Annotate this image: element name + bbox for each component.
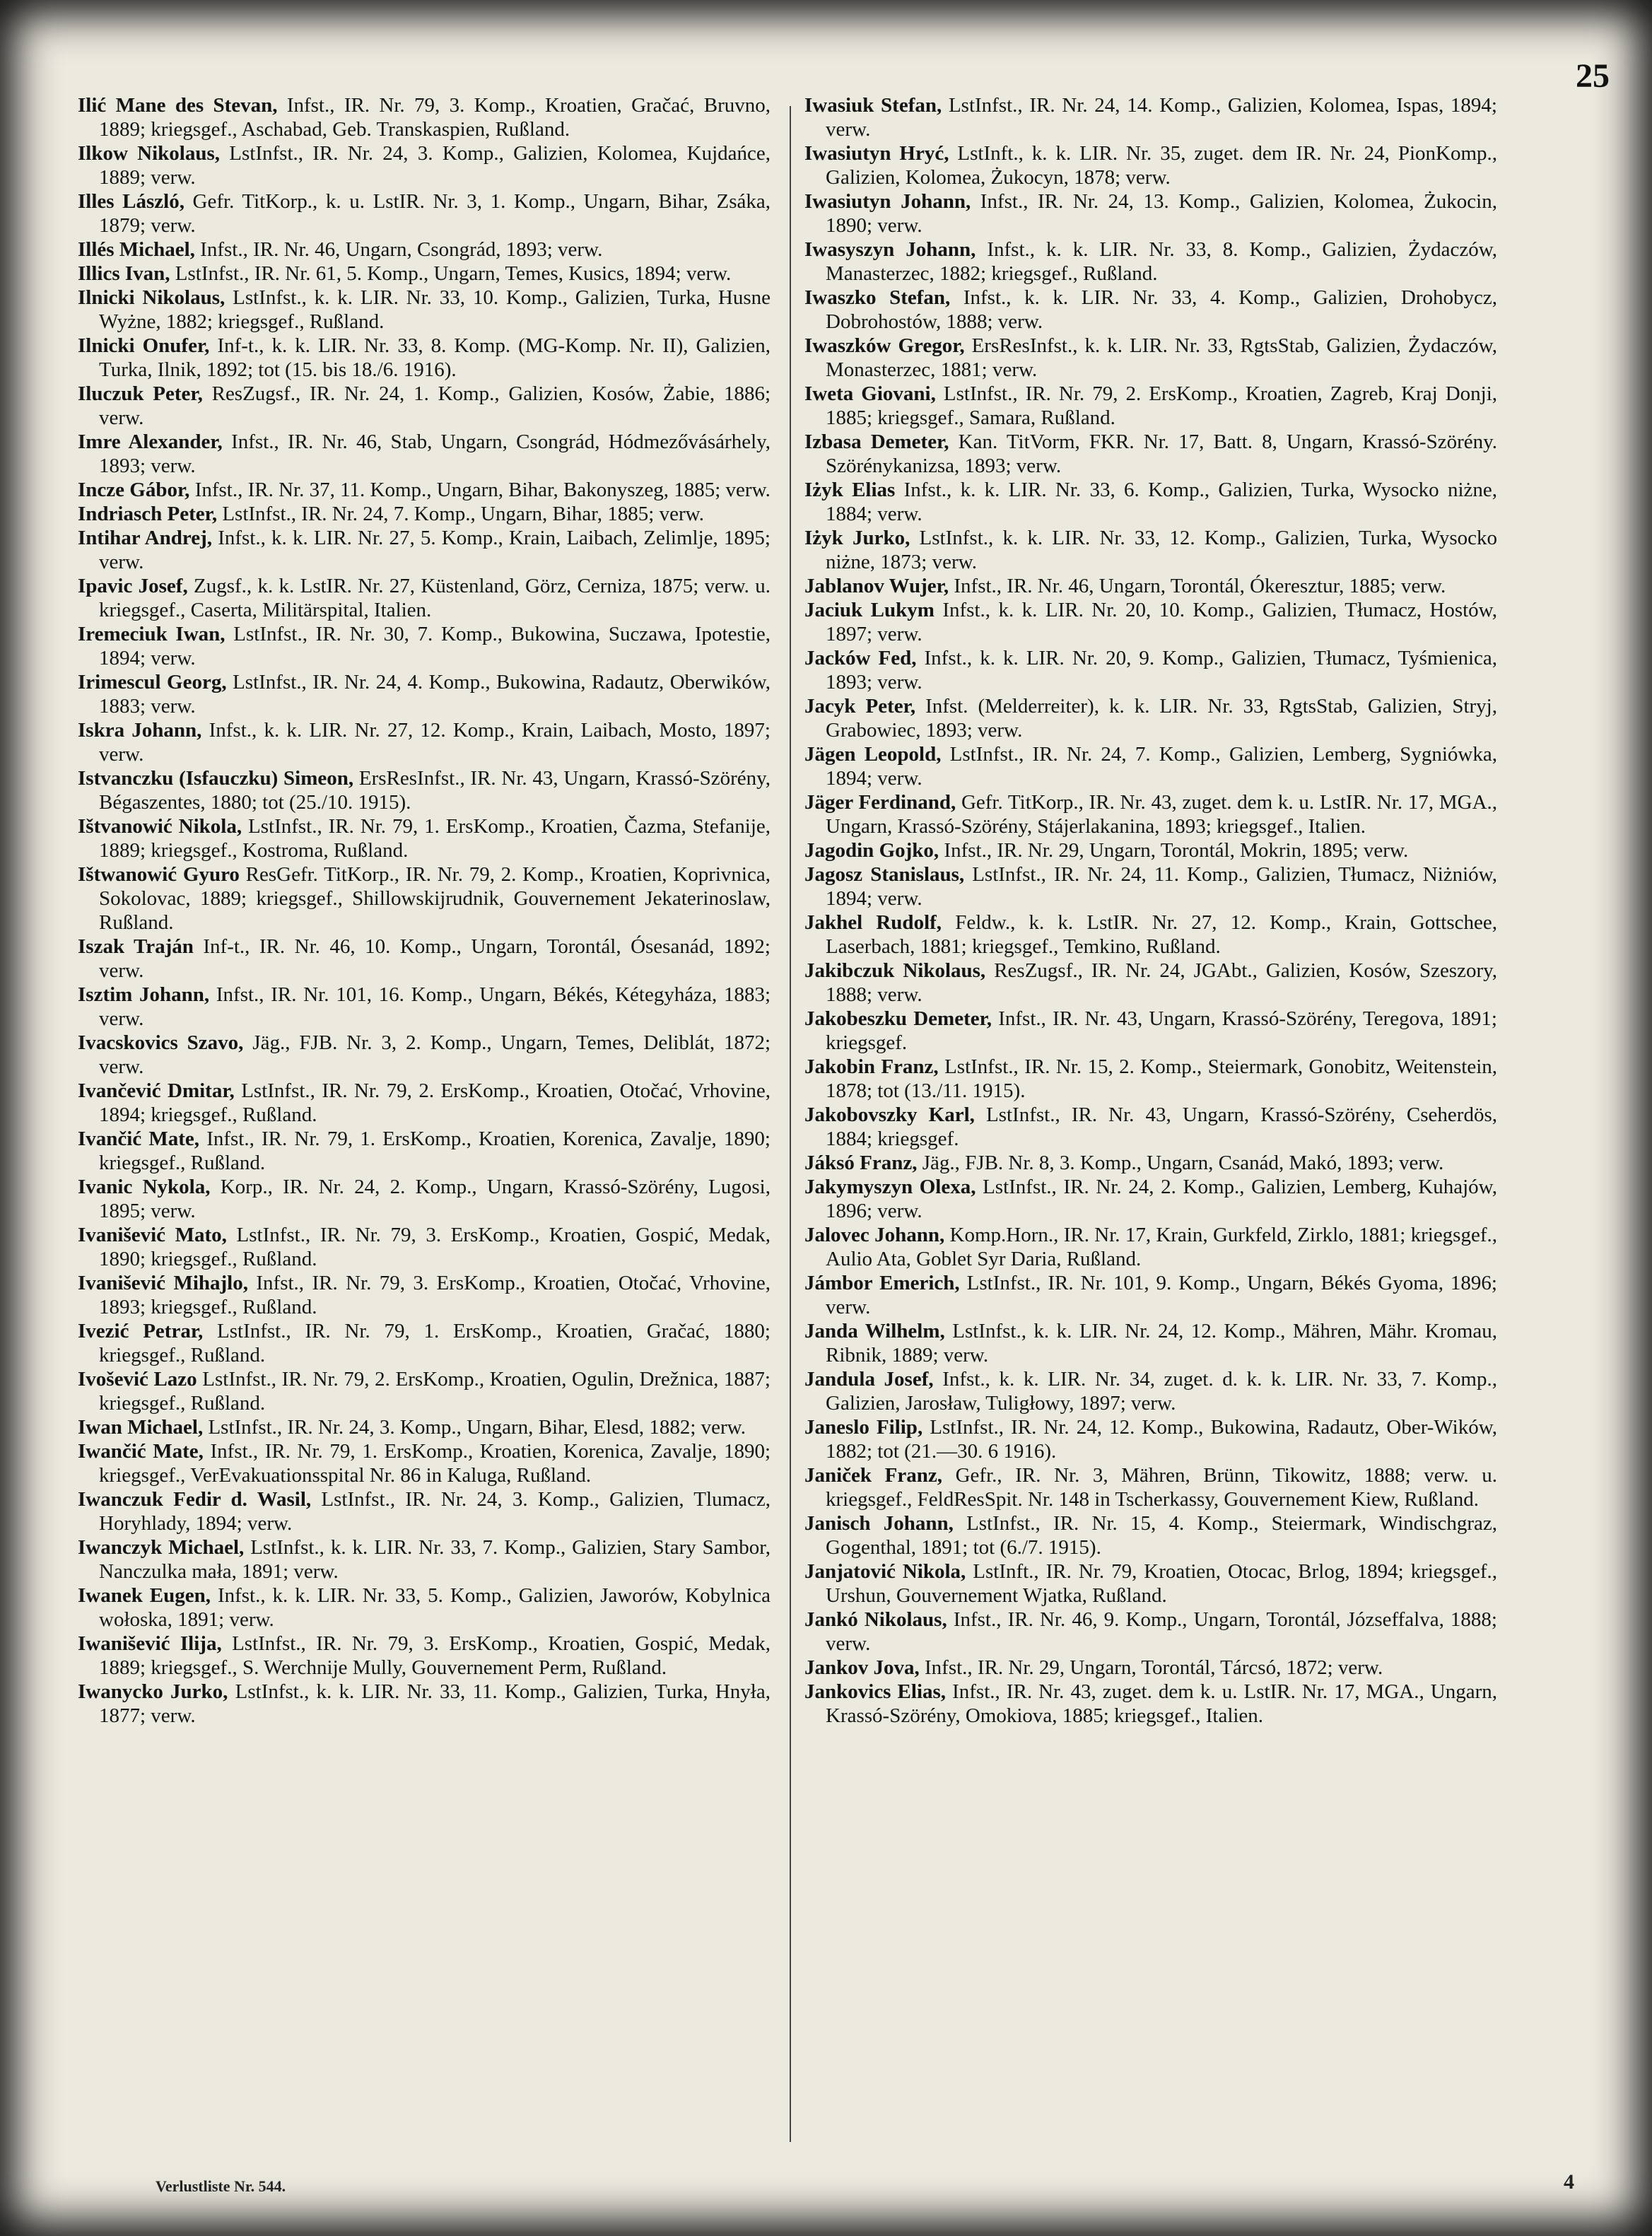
entry-details: LstInfst., IR. Nr. 15, 2. Komp., Steiermark, Gonobitz, Weitenstein, 1878; tot (13./11. 1915).: [826, 1055, 1497, 1102]
entry-name: Jakhel Rudolf,: [804, 911, 942, 934]
list-entry: [78, 430, 771, 478]
entry-name: Janisch Johann,: [804, 1512, 954, 1535]
entry-details: LstInfst., IR. Nr. 79, 2. ErsKomp., Kroatien, Otočać, Vrhovine, 1894; kriegsgef., Rußland.: [99, 1079, 771, 1126]
list-entry: [78, 286, 771, 334]
entry-details: Kan. TitVorm, FKR. Nr. 17, Batt. 8, Ungarn, Krassó-Szörény. Szörénykanizsa, 1893; verw.: [826, 431, 1497, 477]
entry-name: Iżyk Elias: [804, 479, 896, 501]
entry-details: Gefr., IR. Nr. 3, Mähren, Brünn, Tikowitz, 1888; verw. u. kriegsgef., FeldResSpit. Nr. 148 in Tscherkassy, Gouvernement Kiew, Rußland.: [826, 1464, 1497, 1511]
entry-name: Ivošević Lazo: [78, 1368, 197, 1391]
entry-name: Iwančić Mate,: [78, 1440, 204, 1463]
entry-details: Gefr. TitKorp., k. u. LstIR. Nr. 3, 1. Komp., Ungarn, Bihar, Zsáka, 1879; verw.: [99, 190, 771, 237]
entry-name: Illés Michael,: [78, 238, 195, 261]
list-entry: [804, 694, 1497, 742]
entry-name: Jalovec Johann,: [804, 1224, 945, 1246]
list-entry: [804, 574, 1497, 598]
entry-name: Janda Wilhelm,: [804, 1320, 945, 1342]
list-entry: [78, 766, 771, 814]
corner-mark: 4: [1564, 2170, 1574, 2194]
entry-name: Ištvanowić Nikola,: [78, 815, 242, 838]
list-entry: [804, 1319, 1497, 1367]
list-entry: [804, 862, 1497, 911]
list-entry: [78, 1584, 771, 1632]
entry-name: Ivančević Dmitar,: [78, 1079, 235, 1102]
entry-details: LstInfst., IR. Nr. 24, 7. Komp., Galizien, Lemberg, Sygniówka, 1894; verw.: [826, 743, 1497, 790]
entry-details: Zugsf., k. k. LstIR. Nr. 27, Küstenland, Görz, Cerniza, 1875; verw. u. kriegsgef., Caserta, Militärspital, Italien.: [99, 575, 771, 621]
list-entry: [804, 1151, 1497, 1175]
entry-details: Infst. (Melderreiter), k. k. LIR. Nr. 33, RgtsStab, Galizien, Stryj, Grabowiec, 1893; verw.: [826, 695, 1497, 742]
list-entry: [804, 334, 1497, 382]
entry-details: Infst., IR. Nr. 79, 3. ErsKomp., Kroatien, Otočać, Vrhovine, 1893; kriegsgef., Rußland.: [99, 1272, 771, 1318]
list-entry: [78, 574, 771, 622]
entry-details: Infst., k. k. LIR. Nr. 20, 10. Komp., Galizien, Tłumacz, Hostów, 1897; verw.: [826, 599, 1497, 645]
left-column: [78, 93, 771, 2143]
list-entry: [804, 1511, 1497, 1559]
entry-name: Ivanišević Mato,: [78, 1224, 227, 1246]
entry-name: Janiček Franz,: [804, 1464, 942, 1487]
entry-name: Jakobovszky Karl,: [804, 1104, 975, 1126]
list-entry: [804, 1680, 1497, 1728]
entry-details: Korp., IR. Nr. 24, 2. Komp., Ungarn, Krassó-Szörény, Lugosi, 1895; verw.: [99, 1176, 771, 1222]
entry-details: LstInfst., k. k. LIR. Nr. 33, 11. Komp., Galizien, Turka, Hnyła, 1877; verw.: [99, 1680, 771, 1727]
entry-details: ResGefr. TitKorp., IR. Nr. 79, 2. Komp., Kroatien, Koprivnica, Sokolovac, 1889; kriegsgef., Shillowskijrudnik, Gouvernement Jekaterinoslaw, Rußland.: [99, 863, 771, 934]
list-entry: [78, 935, 771, 983]
entry-details: Feldw., k. k. LstIR. Nr. 27, 12. Komp., Krain, Gottschee, Laserbach, 1881; kriegsgef., Temkino, Rußland.: [826, 911, 1497, 958]
list-entry: [804, 1656, 1497, 1680]
entry-details: LstInfst., IR. Nr. 24, 14. Komp., Galizien, Kolomea, Ispas, 1894; verw.: [826, 94, 1497, 141]
list-entry: [78, 1175, 771, 1223]
list-entry: [804, 1055, 1497, 1103]
list-entry: [78, 1439, 771, 1487]
list-entry: [78, 1367, 771, 1415]
entry-details: Infst., IR. Nr. 46, Stab, Ungarn, Csongrád, Hódmezővásárhely, 1893; verw.: [99, 431, 771, 477]
list-entry: [804, 1367, 1497, 1415]
entry-details: Infst., k. k. LIR. Nr. 20, 9. Komp., Galizien, Tłumacz, Tyśmienica, 1893; verw.: [826, 647, 1497, 693]
entry-details: ErsResInfst., IR. Nr. 43, Ungarn, Krassó-Szörény, Bégaszentes, 1880; tot (25./10. 1915).: [99, 767, 771, 814]
entry-details: LstInfst., IR. Nr. 43, Ungarn, Krassó-Szörény, Cseherdös, 1884; kriegsgef.: [826, 1104, 1497, 1150]
entry-name: Ilnicki Onufer,: [78, 334, 210, 357]
entry-details: Inf-t., k. k. LIR. Nr. 33, 8. Komp. (MG-Komp. Nr. II), Galizien, Turka, Ilnik, 1892; tot (15. bis 18./6. 1916).: [99, 334, 771, 381]
list-entry: [78, 862, 771, 935]
entry-details: Infst., k. k. LIR. Nr. 33, 8. Komp., Galizien, Żydaczów, Manasterzec, 1882; kriegsgef., Rußland.: [826, 238, 1497, 285]
entry-name: Istvanczku (Isfauczku) Simeon,: [78, 767, 354, 790]
column-divider: [790, 106, 791, 2142]
entry-name: Iremeciuk Iwan,: [78, 623, 225, 645]
list-entry: [804, 1271, 1497, 1319]
list-entry: [804, 1007, 1497, 1055]
entry-details: Infst., IR. Nr. 24, 13. Komp., Galizien, Kolomea, Żukocin, 1890; verw.: [826, 190, 1497, 237]
entry-details: Gefr. TitKorp., IR. Nr. 43, zuget. dem k. u. LstIR. Nr. 17, MGA., Ungarn, Krassó-Szörény, Stájerlakanina, 1893; kriegsgef., Italien.: [826, 791, 1497, 838]
list-entry: [78, 1680, 771, 1728]
entry-name: Jakymyszyn Olexa,: [804, 1176, 976, 1198]
list-entry: [804, 1103, 1497, 1151]
entry-name: Ivacskovics Szavo,: [78, 1031, 244, 1054]
entry-name: Iwasiutyn Johann,: [804, 190, 971, 213]
entry-details: LstInfst., IR. Nr. 79, 2. ErsKomp., Kroatien, Zagreb, Kraj Donji, 1885; kriegsgef., Samara, Rußland.: [826, 382, 1497, 429]
entry-details: LstInfst., IR. Nr. 61, 5. Komp., Ungarn, Temes, Kusics, 1894; verw.: [170, 262, 732, 285]
list-entry: [804, 1223, 1497, 1271]
entry-details: Infst., IR. Nr. 46, Ungarn, Csongrád, 1893; verw.: [194, 238, 603, 261]
list-entry: [804, 478, 1497, 526]
list-entry: [78, 814, 771, 862]
entry-name: Illes László,: [78, 190, 184, 213]
entry-details: Infst., IR. Nr. 46, 9. Komp., Ungarn, Torontál, Józseffalva, 1888; verw.: [826, 1608, 1497, 1655]
entry-name: Intihar Andrej,: [78, 527, 213, 549]
list-entry: [78, 526, 771, 574]
entry-details: Inf-t., IR. Nr. 46, 10. Komp., Ungarn, Torontál, Ósesanád, 1892; verw.: [99, 935, 771, 982]
entry-name: Jakobeszku Demeter,: [804, 1007, 992, 1030]
entry-details: LstInfst., IR. Nr. 24, 2. Komp., Galizien, Lemberg, Kuhajów, 1896; verw.: [826, 1176, 1497, 1222]
list-entry: [804, 1608, 1497, 1656]
entry-name: Jäger Ferdinand,: [804, 791, 956, 814]
entry-name: Jankov Jova,: [804, 1656, 920, 1679]
list-entry: [78, 334, 771, 382]
entry-name: Iwaszków Gregor,: [804, 334, 965, 357]
entry-name: Isztim Johann,: [78, 983, 210, 1006]
entry-name: Illics Ivan,: [78, 262, 170, 285]
list-entry: [78, 1535, 771, 1584]
entry-name: Iwaszko Stefan,: [804, 286, 951, 309]
list-entry: [804, 1415, 1497, 1463]
list-entry: [78, 382, 771, 430]
list-entry: [78, 502, 771, 526]
entry-details: Infst., IR. Nr. 43, Ungarn, Krassó-Szörény, Teregova, 1891; kriegsgef.: [826, 1007, 1497, 1054]
entry-name: Jacków Fed,: [804, 647, 917, 669]
entry-details: ResZugsf., IR. Nr. 24, JGAbt., Galizien, Kosów, Szeszory, 1888; verw.: [826, 959, 1497, 1006]
entry-details: LstInfst., IR. Nr. 101, 9. Komp., Ungarn, Békés Gyoma, 1896; verw.: [826, 1272, 1497, 1318]
entry-name: Iżyk Jurko,: [804, 527, 910, 549]
entry-name: Iwasiutyn Hryć,: [804, 142, 949, 165]
entry-name: Ivanic Nykola,: [78, 1176, 211, 1198]
list-entry: [804, 646, 1497, 694]
list-entry: [78, 983, 771, 1031]
entry-details: Infst., IR. Nr. 29, Ungarn, Torontál, Mokrin, 1895; verw.: [939, 839, 1409, 862]
entry-name: Ivanišević Mihajlo,: [78, 1272, 248, 1294]
list-entry: [804, 526, 1497, 574]
list-entry: [78, 1031, 771, 1079]
list-entry: [78, 189, 771, 238]
entry-details: LstInfst., k. k. LIR. Nr. 33, 12. Komp., Galizien, Turka, Wysocko niżne, 1873; verw.: [826, 527, 1497, 573]
entry-name: Jakobin Franz,: [804, 1055, 939, 1078]
entry-name: Iwasiuk Stefan,: [804, 94, 942, 117]
entry-details: Komp.Horn., IR. Nr. 17, Krain, Gurkfeld, Zirklo, 1881; kriegsgef., Aulio Ata, Goblet Syr Daria, Rußland.: [826, 1224, 1497, 1270]
entry-details: Infst., IR. Nr. 79, 1. ErsKomp., Kroatien, Korenica, Zavalje, 1890; kriegsgef., Rußland.: [99, 1128, 771, 1174]
list-entry: [804, 141, 1497, 189]
entry-details: Infst., IR. Nr. 79, 1. ErsKomp., Kroatien, Korenica, Zavalje, 1890; kriegsgef., VerEvakuationsspital Nr. 86 in Kaluga, Rußland.: [99, 1440, 771, 1487]
entry-details: Infst., IR. Nr. 46, Ungarn, Torontál, Ókeresztur, 1885; verw.: [949, 575, 1446, 597]
list-entry: [804, 1463, 1497, 1511]
entry-details: LstInfst., IR. Nr. 79, 2. ErsKomp., Kroatien, Ogulin, Drežnica, 1887; kriegsgef., Rußland.: [99, 1368, 771, 1415]
list-entry: [78, 1127, 771, 1175]
list-entry: [804, 1559, 1497, 1608]
list-entry: [804, 189, 1497, 238]
entry-name: Ipavic Josef,: [78, 575, 188, 597]
entry-name: Ilnicki Nikolaus,: [78, 286, 225, 309]
entry-details: LstInfst., IR. Nr. 24, 7. Komp., Ungarn, Bihar, 1885; verw.: [217, 503, 704, 525]
entry-details: LstInfst., IR. Nr. 24, 12. Komp., Bukowina, Radautz, Ober-Wików, 1882; tot (21.—30. 6 1916).: [826, 1416, 1497, 1463]
entry-name: Irimescul Georg,: [78, 671, 227, 693]
entry-name: Jägen Leopold,: [804, 743, 942, 766]
entry-details: Infst., k. k. LIR. Nr. 33, 4. Komp., Galizien, Drohobycz, Dobrohostów, 1888; verw.: [826, 286, 1497, 333]
entry-details: LstInfst., IR. Nr. 79, 1. ErsKomp., Kroatien, Gračać, 1880; kriegsgef., Rußland.: [99, 1320, 771, 1366]
list-entry: [78, 93, 771, 141]
entry-details: LstInft., IR. Nr. 79, Kroatien, Otocac, Brlog, 1894; kriegsgef., Urshun, Gouvernement Wjatka, Rußland.: [826, 1560, 1497, 1607]
entry-details: Infst., IR. Nr. 29, Ungarn, Torontál, Tárcsó, 1872; verw.: [919, 1656, 1383, 1679]
entry-details: Infst., IR. Nr. 37, 11. Komp., Ungarn, Bihar, Bakonyszeg, 1885; verw.: [189, 479, 771, 501]
entry-name: Ivezić Petrar,: [78, 1320, 204, 1342]
entry-name: Iwanczyk Michael,: [78, 1536, 245, 1559]
entry-name: Janjatović Nikola,: [804, 1560, 966, 1583]
entry-name: Jablanov Wujer,: [804, 575, 949, 597]
entry-name: Ilić Mane des Stevan,: [78, 94, 278, 117]
list-entry: [78, 1487, 771, 1535]
entry-details: Jäg., FJB. Nr. 8, 3. Komp., Ungarn, Csanád, Makó, 1893; verw.: [917, 1152, 1444, 1174]
entry-details: LstInfst., IR. Nr. 15, 4. Komp., Steiermark, Windischgraz, Gogenthal, 1891; tot (6./7. 1915).: [826, 1512, 1497, 1559]
list-entry: [78, 478, 771, 502]
list-entry: [78, 1415, 771, 1439]
entry-name: Jandula Josef,: [804, 1368, 934, 1391]
list-entry: [78, 262, 771, 286]
entry-name: Iwasyszyn Johann,: [804, 238, 976, 261]
entry-details: Infst., k. k. LIR. Nr. 27, 5. Komp., Krain, Laibach, Zelimlje, 1895; verw.: [99, 527, 771, 573]
entry-details: Infst., k. k. LIR. Nr. 27, 12. Komp., Krain, Laibach, Mosto, 1897; verw.: [99, 719, 771, 766]
list-entry: [804, 911, 1497, 959]
entry-name: Iluczuk Peter,: [78, 382, 203, 405]
entry-details: Infst., k. k. LIR. Nr. 34, zuget. d. k. k. LIR. Nr. 33, 7. Komp., Galizien, Jarosław, Tuligłowy, 1897; verw.: [826, 1368, 1497, 1415]
list-entry: [78, 622, 771, 670]
entry-details: LstInfst., k. k. LIR. Nr. 33, 10. Komp., Galizien, Turka, Husne Wyżne, 1882; kriegsgef., Rußland.: [99, 286, 771, 333]
entry-name: Iwan Michael,: [78, 1416, 204, 1439]
list-entry: [804, 838, 1497, 862]
entry-details: Infst., k. k. LIR. Nr. 33, 6. Komp., Galizien, Turka, Wysocko niżne, 1884; verw.: [826, 479, 1497, 525]
entry-name: Indriasch Peter,: [78, 503, 218, 525]
entry-details: LstInfst., k. k. LIR. Nr. 33, 7. Komp., Galizien, Stary Sambor, Nanczulka mała, 1891; verw.: [99, 1536, 771, 1583]
entry-name: Imre Alexander,: [78, 431, 223, 453]
list-entry: [804, 1175, 1497, 1223]
list-entry: [804, 790, 1497, 838]
entry-name: Iwanczuk Fedir d. Wasil,: [78, 1488, 312, 1511]
entry-name: Izbasa Demeter,: [804, 431, 949, 453]
footer-issue-label: Verlustliste Nr. 544.: [156, 2177, 286, 2195]
list-entry: [78, 1319, 771, 1367]
entry-details: LstInfst., IR. Nr. 24, 3. Komp., Ungarn, Bihar, Elesd, 1882; verw.: [203, 1416, 746, 1439]
list-entry: [804, 286, 1497, 334]
list-entry: [78, 1223, 771, 1271]
entry-name: Ištwanowić Gyuro: [78, 863, 240, 886]
entry-name: Ilkow Nikolaus,: [78, 142, 221, 165]
entry-details: LstInfst., IR. Nr. 79, 3. ErsKomp., Kroatien, Gospić, Medak, 1889; kriegsgef., S. Werchnije Mully, Gouvernement Perm, Rußland.: [99, 1632, 771, 1679]
entry-name: Jankó Nikolaus,: [804, 1608, 947, 1631]
list-entry: [78, 1632, 771, 1680]
entry-details: LstInfst., IR. Nr. 79, 3. ErsKomp., Kroatien, Gospić, Medak, 1890; kriegsgef., Rußland.: [99, 1224, 771, 1270]
entry-name: Jacyk Peter,: [804, 695, 916, 718]
entry-name: Iweta Giovani,: [804, 382, 936, 405]
entry-details: LstInft., k. k. LIR. Nr. 35, zuget. dem IR. Nr. 24, PionKomp., Galizien, Kolomea, Żukocyn, 1878; verw.: [826, 142, 1497, 189]
entry-name: Janeslo Filip,: [804, 1416, 923, 1439]
page-number: 25: [1576, 57, 1610, 95]
entry-details: LstInfst., k. k. LIR. Nr. 24, 12. Komp., Mähren, Mähr. Kromau, Ribnik, 1889; verw.: [826, 1320, 1497, 1366]
list-entry: [78, 718, 771, 766]
entry-name: Iwanišević Ilija,: [78, 1632, 222, 1655]
entry-name: Incze Gábor,: [78, 479, 190, 501]
list-entry: [78, 670, 771, 718]
entry-name: Jámbor Emerich,: [804, 1272, 960, 1294]
entry-details: Infst., IR. Nr. 79, 3. Komp., Kroatien, Gračać, Bruvno, 1889; kriegsgef., Aschabad, Geb. Transkaspien, Rußland.: [99, 94, 771, 141]
entry-name: Jaciuk Lukym: [804, 599, 935, 621]
list-entry: [804, 382, 1497, 430]
list-entry: [804, 238, 1497, 286]
list-entry: [78, 141, 771, 189]
entry-name: Jagodin Gojko,: [804, 839, 939, 862]
entry-details: LstInfst., IR. Nr. 24, 11. Komp., Galizien, Tłumacz, Niżniów, 1894; verw.: [826, 863, 1497, 910]
list-entry: [804, 598, 1497, 646]
list-entry: [804, 93, 1497, 141]
list-entry: [78, 238, 771, 262]
entry-details: LstInfst., IR. Nr. 24, 4. Komp., Bukowina, Radautz, Oberwików, 1883; verw.: [99, 671, 771, 718]
entry-details: LstInfst., IR. Nr. 24, 3. Komp., Galizien, Kolomea, Kujdańce, 1889; verw.: [99, 142, 771, 189]
entry-name: Jagosz Stanislaus,: [804, 863, 965, 886]
entry-name: Jáksó Franz,: [804, 1152, 918, 1174]
entry-details: ResZugsf., IR. Nr. 24, 1. Komp., Galizien, Kosów, Żabie, 1886; verw.: [99, 382, 771, 429]
entry-name: Iwanycko Jurko,: [78, 1680, 228, 1703]
entry-details: Infst., IR. Nr. 101, 16. Komp., Ungarn, Békés, Kétegyháza, 1883; verw.: [99, 983, 771, 1030]
list-entry: [78, 1271, 771, 1319]
entry-name: Jakibczuk Nikolaus,: [804, 959, 986, 982]
list-entry: [804, 430, 1497, 478]
list-entry: [78, 1079, 771, 1127]
entry-name: Ivančić Mate,: [78, 1128, 200, 1150]
entry-details: Infst., IR. Nr. 43, zuget. dem k. u. LstIR. Nr. 17, MGA., Ungarn, Krassó-Szörény, Omokiova, 1885; kriegsgef., Italien.: [826, 1680, 1497, 1727]
entry-details: ErsResInfst., k. k. LIR. Nr. 33, RgtsStab, Galizien, Żydaczów, Monasterzec, 1881; verw.: [826, 334, 1497, 381]
entry-name: Jankovics Elias,: [804, 1680, 947, 1703]
entry-name: Iwanek Eugen,: [78, 1584, 211, 1607]
entry-details: Infst., k. k. LIR. Nr. 33, 5. Komp., Galizien, Jaworów, Kobylnica wołoska, 1891; verw.: [99, 1584, 771, 1631]
entry-details: LstInfst., IR. Nr. 30, 7. Komp., Bukowina, Suczawa, Ipotestie, 1894; verw.: [99, 623, 771, 669]
list-entry: [804, 959, 1497, 1007]
right-column: [804, 93, 1497, 2143]
entry-details: LstInfst., IR. Nr. 24, 3. Komp., Galizien, Tlumacz, Horyhlady, 1894; verw.: [99, 1488, 771, 1535]
entry-name: Iskra Johann,: [78, 719, 202, 742]
list-entry: [804, 742, 1497, 790]
entry-details: LstInfst., IR. Nr. 79, 1. ErsKomp., Kroatien, Čazma, Stefanije, 1889; kriegsgef., Kostroma, Rußland.: [99, 815, 771, 862]
entry-details: Jäg., FJB. Nr. 3, 2. Komp., Ungarn, Temes, Deliblát, 1872; verw.: [99, 1031, 771, 1078]
entry-name: Iszak Traján: [78, 935, 194, 958]
